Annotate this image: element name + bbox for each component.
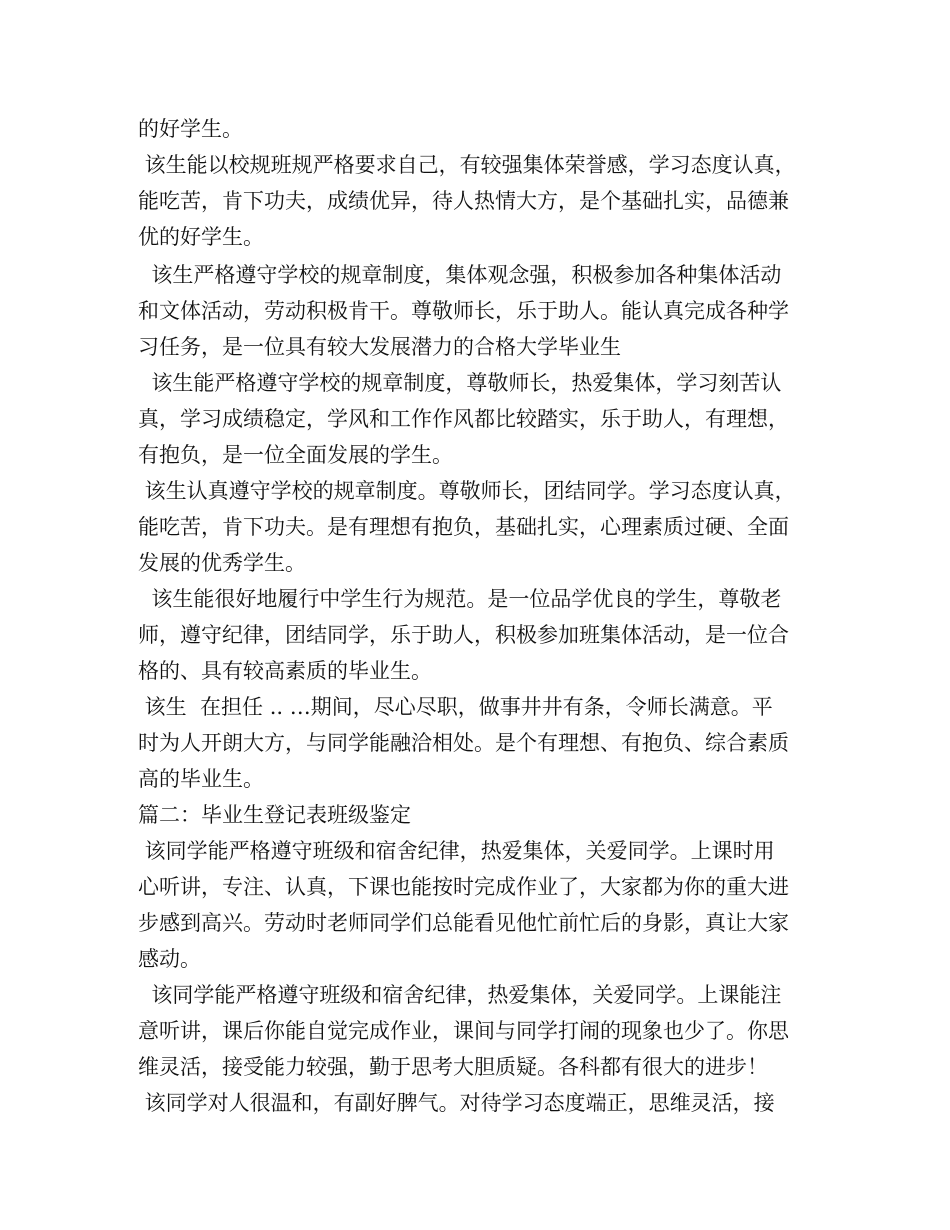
text-line: 习任务，是一位具有较大发展潜力的合格大学毕业生 — [138, 335, 621, 359]
text-line: 该生认真遵守学校的规章制度。尊敬师长，团结同学。学习态度认真， — [138, 479, 796, 503]
text-line: 能吃苦，肯下功夫，成绩优异，待人热情大方，是个基础扎实，品德兼 — [138, 189, 789, 213]
text-line: 格的、具有较高素质的毕业生。 — [138, 659, 432, 683]
text-line: 师，遵守纪律，团结同学，乐于助人，积极参加班集体活动，是一位合 — [138, 623, 789, 647]
text-line: 真，学习成绩稳定，学风和工作作风都比较踏实，乐于助人，有理想， — [138, 407, 789, 431]
text-line: 维灵活，接受能力较强，勤于思考大胆质疑。各科都有很大的进步！ — [138, 1055, 768, 1079]
text-line: 感动。 — [138, 947, 201, 971]
text-line: 该同学能严格遵守班级和宿舍纪律，热爱集体，关爱同学。上课能注 — [138, 983, 782, 1007]
section-heading: 篇二：毕业生登记表班级鉴定 — [138, 803, 411, 827]
text-line: 意听讲，课后你能自觉完成作业，课间与同学打闹的现象也少了。你思 — [138, 1019, 789, 1043]
text-line: 心听讲，专注、认真，下课也能按时完成作业了，大家都为你的重大进 — [138, 875, 789, 899]
text-line: 的好学生。 — [138, 117, 243, 141]
text-line: 发展的优秀学生。 — [138, 551, 306, 575]
text-line: 步感到高兴。劳动时老师同学们总能看见他忙前忙后的身影，真让大家 — [138, 911, 789, 935]
text-line: 该生 在担任 .. …期间，尽心尽职，做事井井有条，令师长满意。平 — [138, 695, 773, 719]
text-line: 该同学能严格遵守班级和宿舍纪律，热爱集体，关爱同学。上课时用 — [138, 839, 775, 863]
text-line: 该同学对人很温和，有副好脾气。对待学习态度端正，思维灵活，接 — [138, 1091, 775, 1115]
text-line: 优的好学生。 — [138, 225, 264, 249]
text-line: 时为人开朗大方，与同学能融洽相处。是个有理想、有抱负、综合素质 — [138, 731, 789, 755]
text-line: 该生能以校规班规严格要求自己，有较强集体荣誉感，学习态度认真， — [138, 153, 796, 177]
text-line: 该生严格遵守学校的规章制度，集体观念强，积极参加各种集体活动 — [138, 263, 782, 287]
text-line: 该生能很好地履行中学生行为规范。是一位品学优良的学生，尊敬老 — [138, 587, 782, 611]
text-line: 该生能严格遵守学校的规章制度，尊敬师长，热爱集体，学习刻苦认 — [138, 371, 782, 395]
text-line: 有抱负，是一位全面发展的学生。 — [138, 443, 453, 467]
text-line: 能吃苦，肯下功夫。是有理想有抱负，基础扎实，心理素质过硬、全面 — [138, 515, 789, 539]
text-line: 高的毕业生。 — [138, 767, 264, 791]
text-line: 和文体活动，劳动积极肯干。尊敬师长，乐于助人。能认真完成各种学 — [138, 299, 789, 323]
